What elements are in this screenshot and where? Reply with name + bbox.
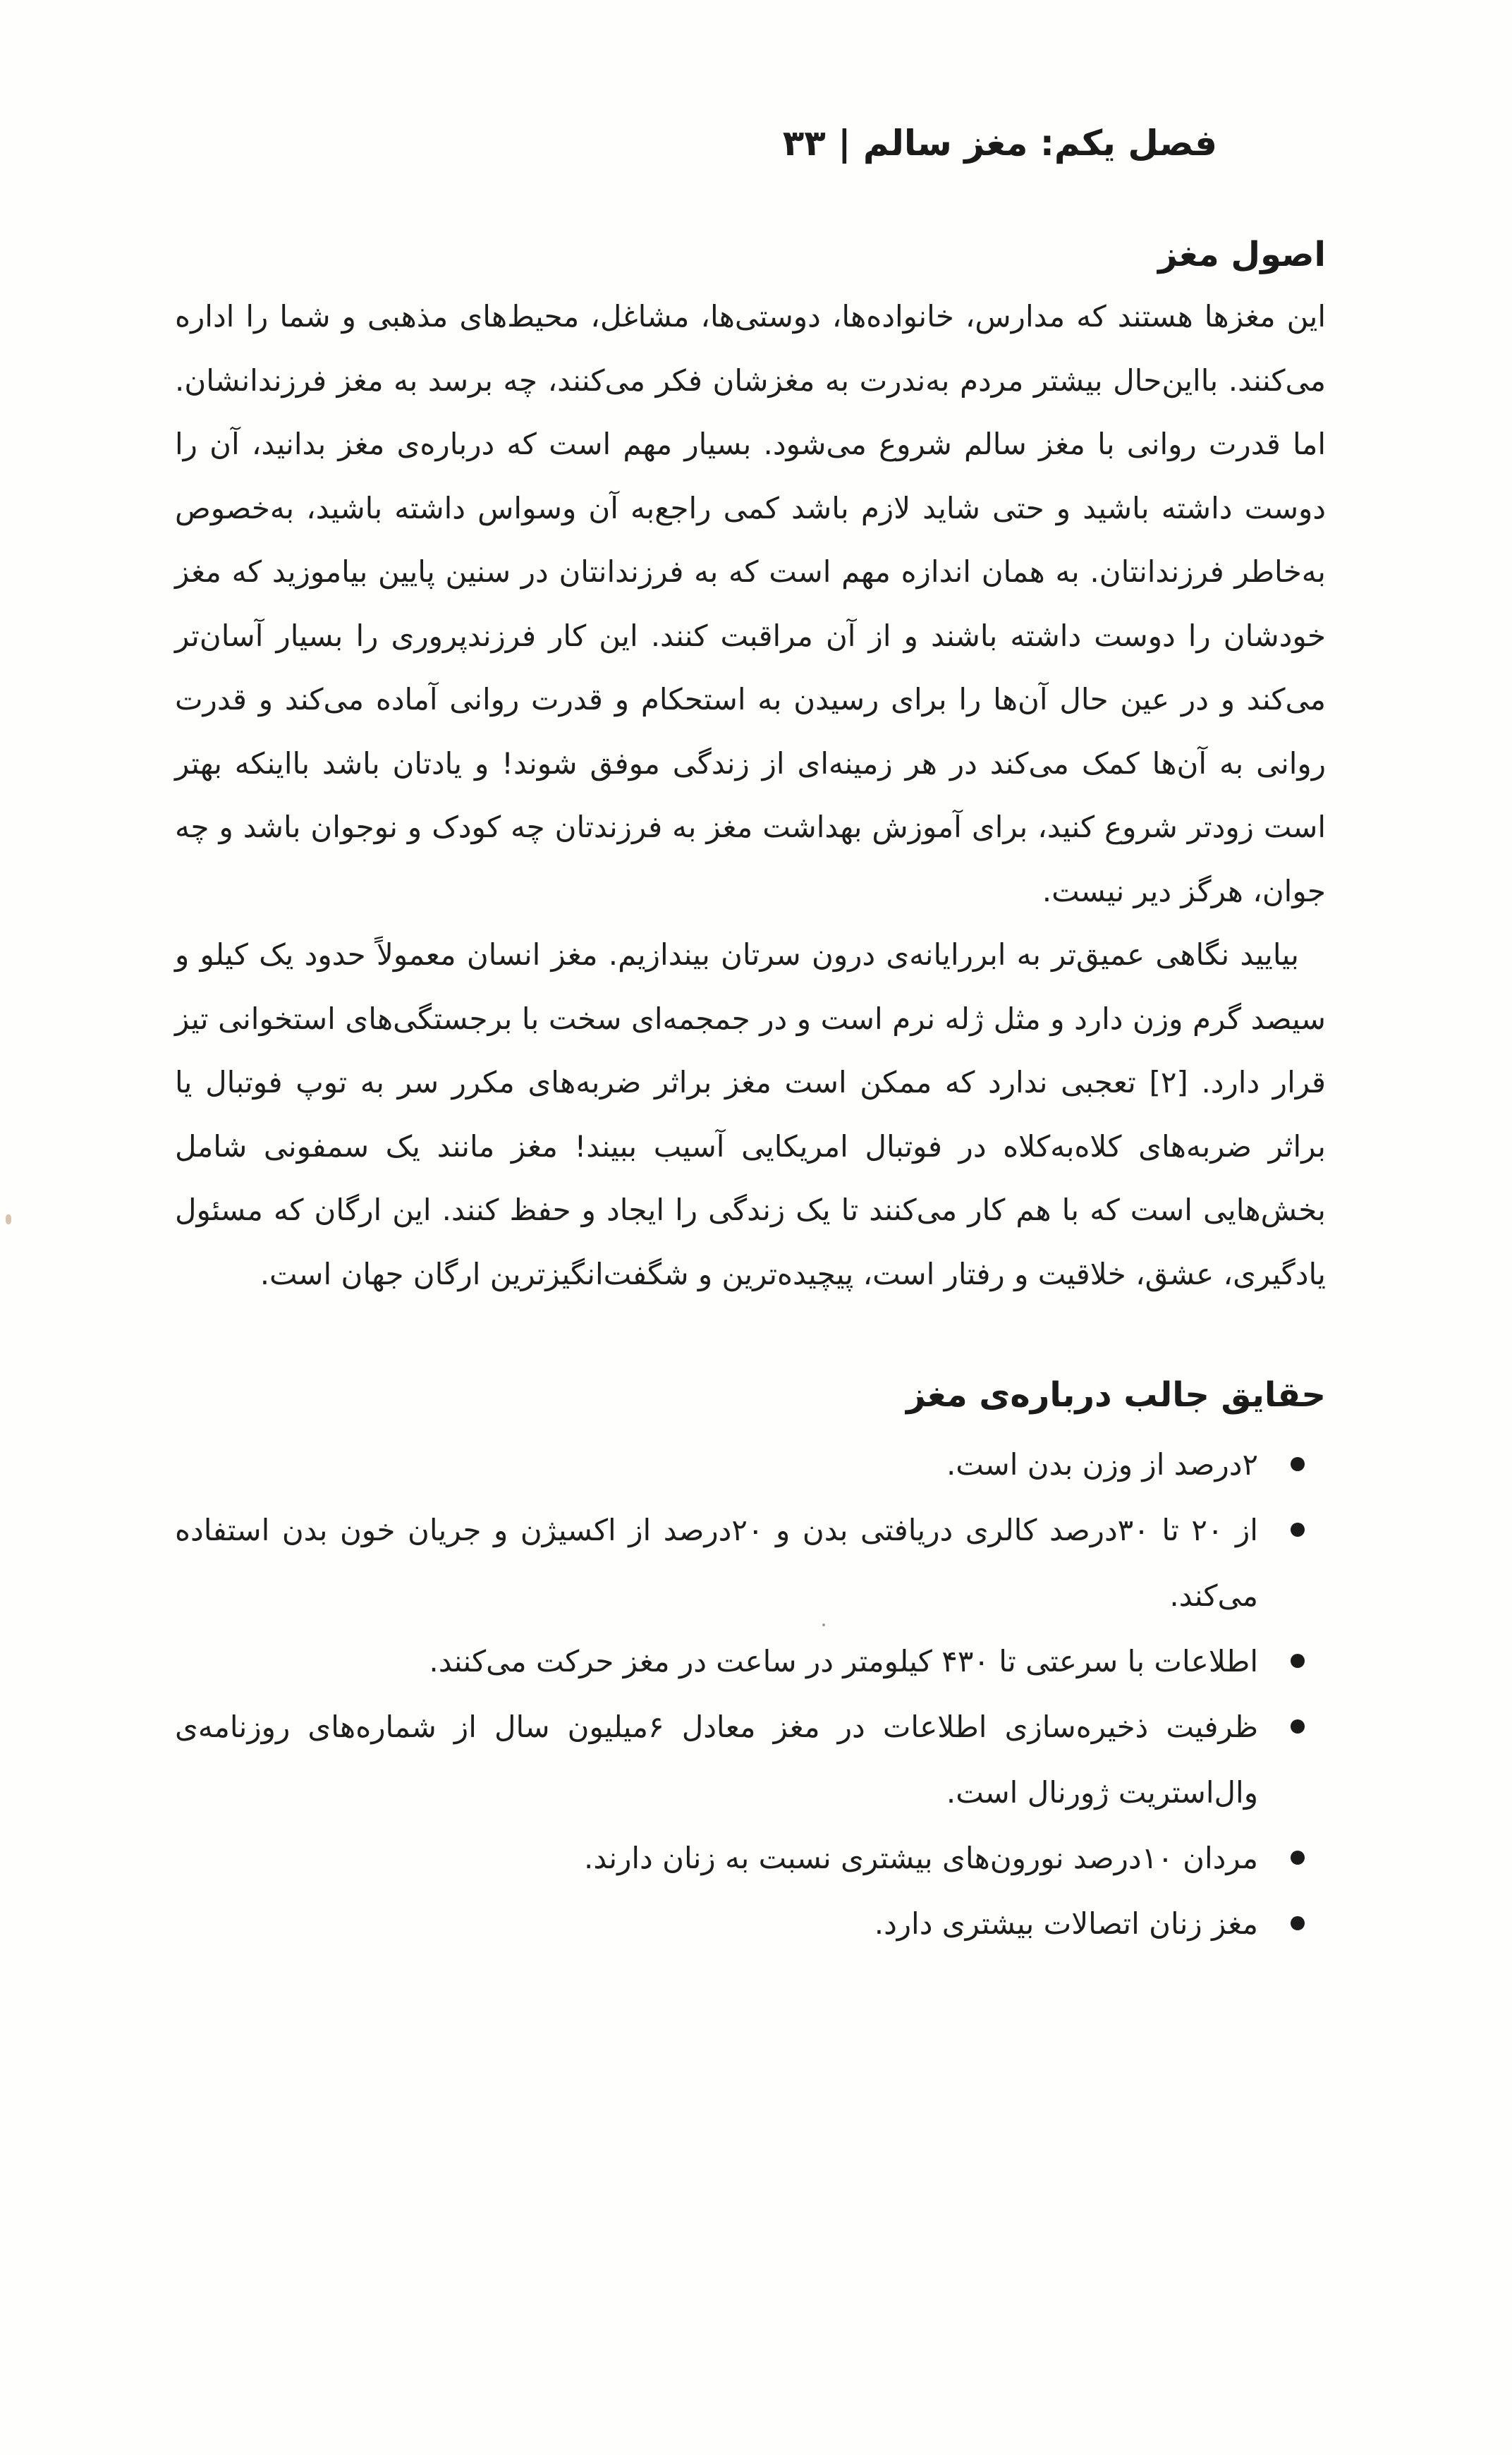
section-heading: اصول مغز (1158, 235, 1326, 274)
facts-heading: حقایق جالب درباره‌ی مغز (906, 1375, 1326, 1415)
running-header: فصل یکم: مغز سالم | ۳۳ (782, 123, 1217, 164)
fact-item (175, 1891, 1326, 1956)
fact-text: اطلاعات با سرعتی تا ۴۳۰ کیلومتر در ساعت در مغز حرکت می‌کنند. (429, 1644, 1258, 1679)
bullet-icon (1291, 1457, 1305, 1471)
facts-list (175, 1432, 1326, 1956)
fact-item (175, 1825, 1326, 1891)
paragraph-brain-anatomy: بیایید نگاهی عمیق‌تر به ابررایانه‌ی درون سرتان بیندازیم. مغز انسان معمولاً حدود یک کیلو و سیصد گرم وزن دارد و مثل ژله نرم است و در جمجمه‌ای سخت با برجستگی‌های استخوانی تیز قرار دارد. [۲] تعجبی ندارد که ممکن است مغز براثر ضربه‌های مکرر سر به توپ فوتبال یا براثر ضربه‌های کلاه‌به‌کلاه در فوتبال امریکایی آسیب ببیند! مغز مانند یک سمفونی شامل بخش‌هایی است که با هم کار می‌کنند تا یک زندگی را ایجاد و حفظ کنند. این ارگان که مسئول یادگیری، عشق، خلاقیت و رفتار است، پیچیده‌ترین و شگفت‌انگیزترین ارگان جهان است. (175, 937, 1327, 1291)
fact-text: ظرفیت ذخیره‌سازی اطلاعات در مغز معادل ۶میلیون سال از شماره‌های روزنامه‌ی وال‌استریت ژورنال است. (175, 1710, 1259, 1810)
fact-item (175, 1497, 1326, 1628)
fact-text: از ۲۰ تا ۳۰درصد کالری دریافتی بدن و ۲۰درصد از اکسیژن و جریان خون بدن استفاده می‌کند. (175, 1513, 1258, 1613)
paper-speck (6, 1214, 11, 1224)
paragraph-brain-basics: این مغزها هستند که مدارس، خانواده‌ها، دوستی‌ها، مشاغل، محیط‌های مذهبی و شما را اداره می‌کنند. بااین‌حال بیشتر مردم به‌ندرت به مغزشان فکر می‌کنند، چه برسد به مغز فرزندانشان. اما قدرت روانی با مغز سالم شروع می‌شود. بسیار مهم است که درباره‌ی مغز بدانید، آن را دوست داشته باشید و حتی شاید لازم باشد کمی راجع‌به آن وسواس داشته باشید، به‌خصوص به‌خاطر فرزندانتان. به همان اندازه مهم است که به فرزندانتان در سنین پایین بیاموزید که مغز خودشان را دوست داشته باشند و از آن مراقبت کنند. این کار فرزندپروری را بسیار آسان‌تر می‌کند و در عین حال آن‌ها را برای رسیدن به استحکام و قدرت روانی آماده می‌کند و قدرت روانی به آن‌ها کمک می‌کند در هر زمینه‌ای از زندگی موفق شوند! و یادتان باشد بااینکه بهتر است زودتر شروع کنید، برای آموزش بهداشت مغز به فرزندتان چه کودک و نوجوان باشد و چه جوان، هرگز دیر نیست. (175, 299, 1326, 908)
bullet-icon (1291, 1916, 1305, 1930)
fact-text: مغز زنان اتصالات بیشتری دارد. (874, 1906, 1258, 1941)
fact-text: مردان ۱۰درصد نورون‌های بیشتری نسبت به زنان دارند. (584, 1841, 1258, 1875)
bullet-icon (1291, 1851, 1305, 1865)
page-content (175, 224, 1326, 1956)
fact-text: ۲درصد از وزن بدن است. (946, 1447, 1258, 1482)
fact-item (175, 1432, 1326, 1497)
bullet-icon (1291, 1523, 1305, 1537)
fact-item (175, 1694, 1326, 1825)
bullet-icon (1291, 1719, 1305, 1734)
bullet-icon (1291, 1654, 1305, 1668)
paper-dot (822, 1624, 825, 1626)
fact-item (175, 1628, 1326, 1694)
